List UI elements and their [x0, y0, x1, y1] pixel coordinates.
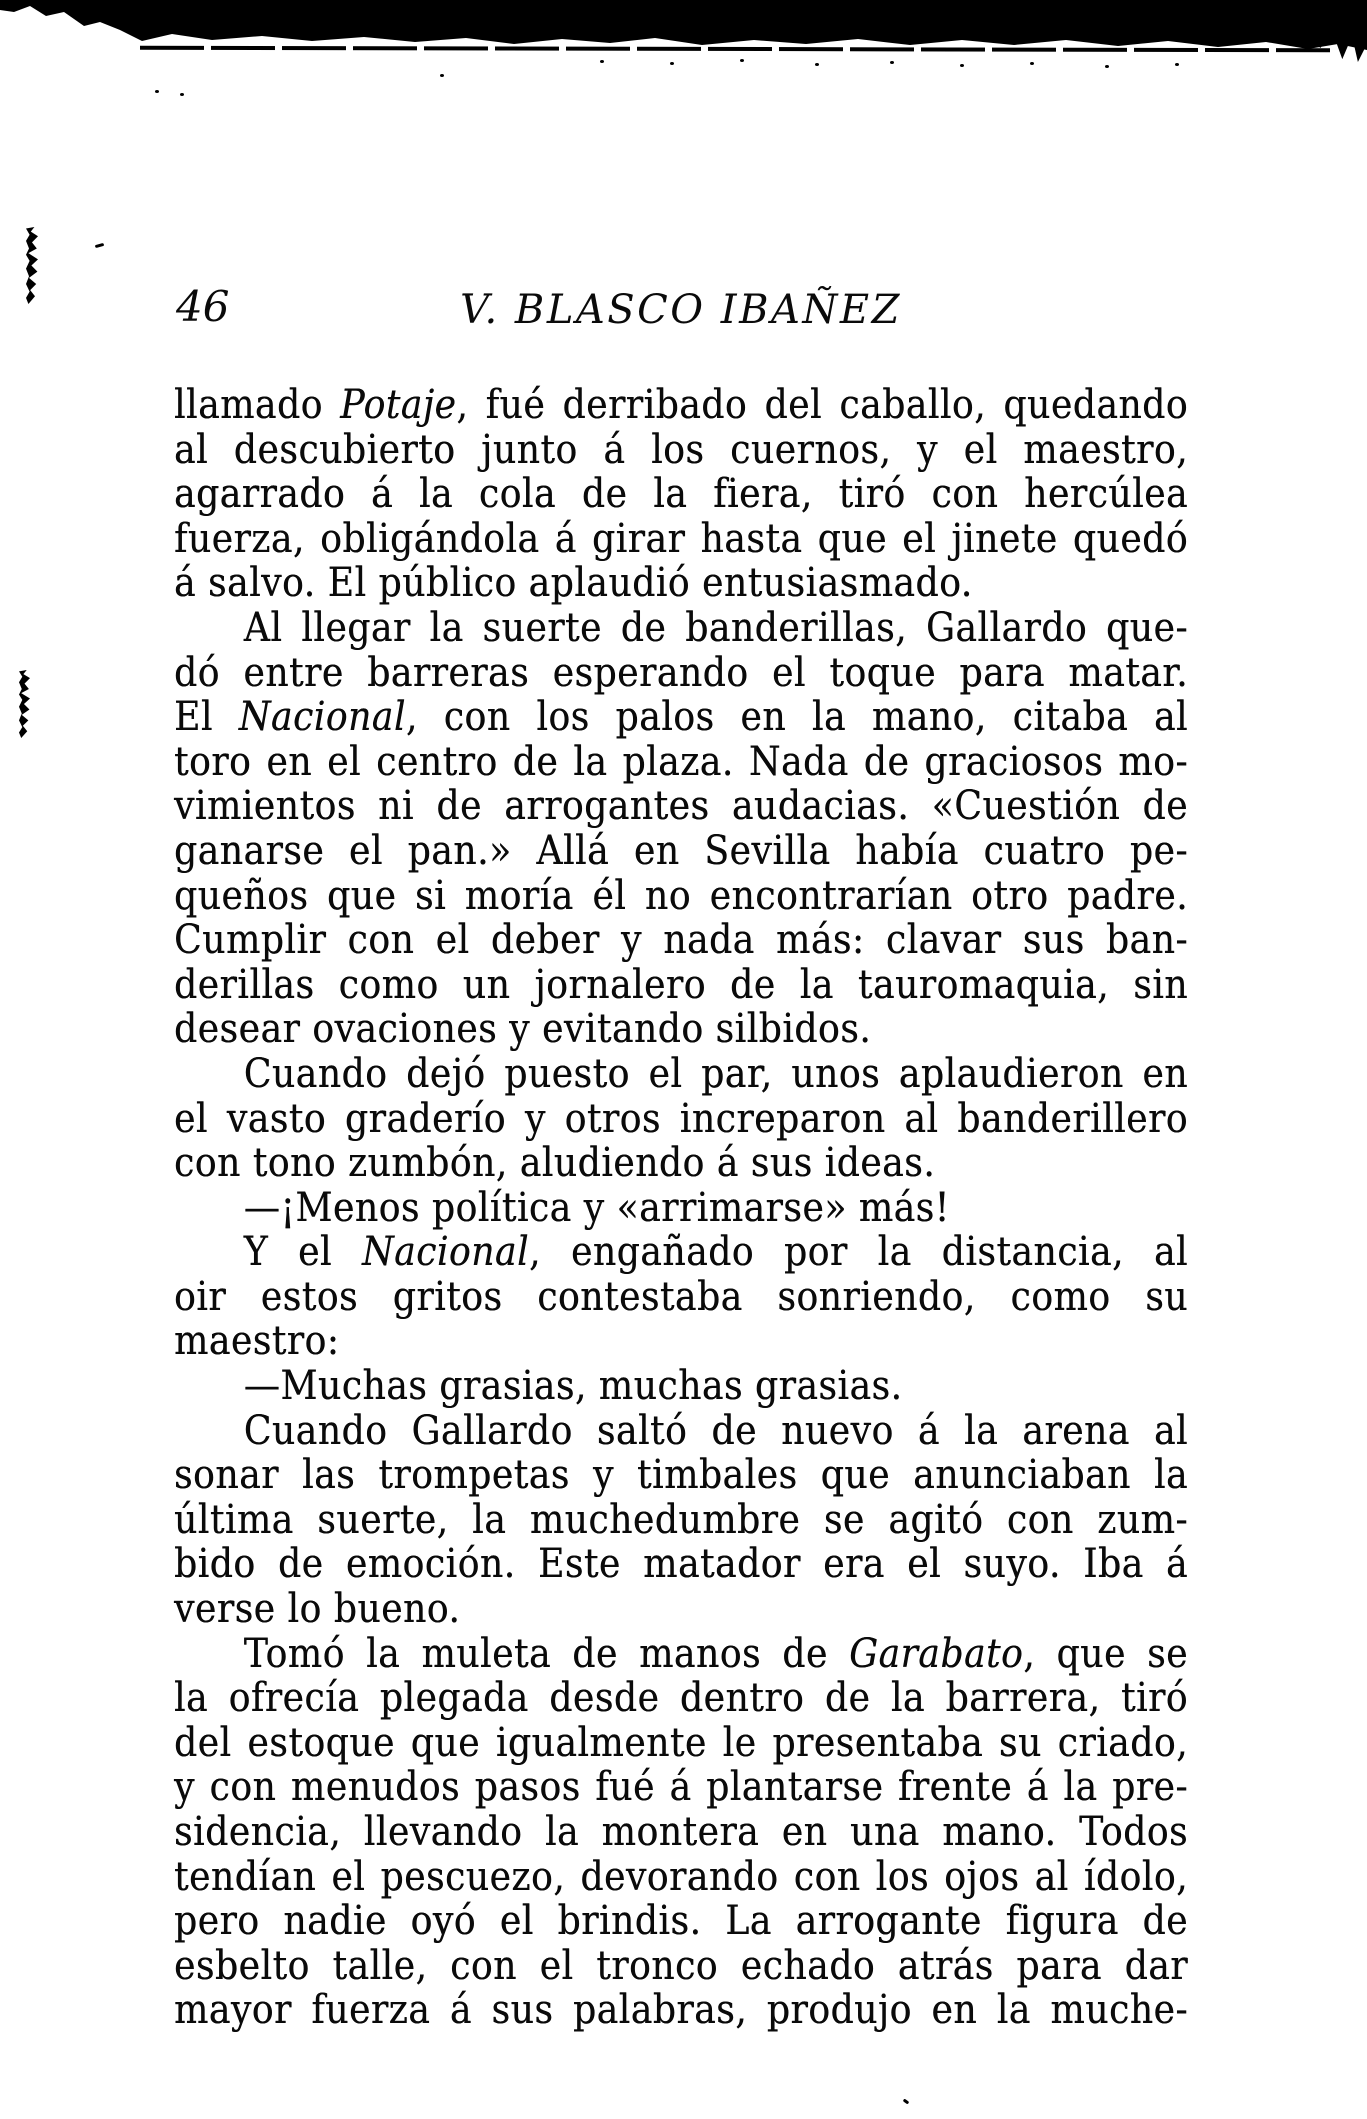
- text-segment: queños que si moría él no encontrarían otro padre.: [174, 872, 1189, 919]
- text-segment: Tomó la muleta de manos de: [243, 1630, 850, 1677]
- scan-artifact-dot: [903, 2099, 910, 2105]
- text-line: [174, 1899, 1188, 1944]
- scan-artifact-margin-mark: [26, 227, 38, 304]
- text-segment: agarrado á la cola de la fiera, tiró con hercúlea: [174, 471, 1189, 518]
- scan-artifact-dash: [95, 243, 104, 248]
- text-line: [174, 1676, 1188, 1721]
- text-line: [174, 651, 1188, 696]
- text-line: [174, 1275, 1188, 1320]
- text-line: [174, 517, 1188, 562]
- italic-text-segment: Garabato: [849, 1630, 1024, 1677]
- text-segment: oir estos gritos contestaba sonriendo, como su: [174, 1273, 1189, 1320]
- text-line: [174, 606, 1188, 651]
- text-line: [174, 428, 1188, 473]
- text-segment: , engañado por la distancia, al: [529, 1229, 1189, 1276]
- text-segment: Al llegar la suerte de banderillas, Gallardo que-: [243, 604, 1189, 651]
- text-line: [174, 1542, 1188, 1587]
- running-title: V. BLASCO IBAÑEZ: [460, 287, 902, 333]
- text-line: [174, 1765, 1188, 1810]
- italic-text-segment: Nacional: [238, 694, 406, 741]
- text-line: [174, 383, 1188, 428]
- text-line: [174, 1944, 1188, 1989]
- text-line: [174, 695, 1188, 740]
- text-line: [174, 874, 1188, 919]
- text-line: [174, 1587, 1188, 1632]
- text-segment: al descubierto junto á los cuernos, y el maestro,: [174, 426, 1189, 473]
- text-segment: El: [174, 694, 239, 741]
- text-line: [174, 472, 1188, 517]
- text-segment: á salvo. El público aplaudió entusiasmado.: [174, 560, 973, 607]
- text-line: [174, 1632, 1188, 1677]
- text-segment: esbelto talle, con el tronco echado atrás para dar: [174, 1942, 1189, 1989]
- text-segment: el vasto graderío y otros increparon al banderillero: [174, 1095, 1189, 1142]
- text-segment: Cuando Gallardo saltó de nuevo á la arena al: [243, 1407, 1189, 1454]
- text-line: [174, 784, 1188, 829]
- scan-artifact-top-line: [140, 46, 1330, 52]
- text-segment: toro en el centro de la plaza. Nada de graciosos mo-: [174, 738, 1189, 785]
- text-line: [174, 1230, 1188, 1275]
- scan-artifact-speckles: [600, 60, 604, 63]
- text-line: [174, 1810, 1188, 1855]
- text-line: [174, 1097, 1188, 1142]
- text-line: [174, 918, 1188, 963]
- text-segment: , que se: [1023, 1630, 1189, 1677]
- page-number: 46: [176, 282, 230, 331]
- text-line: [174, 1007, 1188, 1052]
- italic-text-segment: Nacional: [361, 1229, 530, 1276]
- text-segment: bido de emoción. Este matador era el suyo. Iba á: [174, 1541, 1189, 1588]
- text-line: [174, 1364, 1188, 1409]
- text-segment: pero nadie oyó el brindis. La arrogante figura de: [174, 1898, 1189, 1945]
- scan-artifact-margin-mark: [19, 670, 30, 738]
- text-line: [174, 1855, 1188, 1900]
- text-line: [174, 561, 1188, 606]
- text-segment: la ofrecía plegada desde dentro de la barrera, tiró: [174, 1675, 1189, 1722]
- text-segment: del estoque que igualmente le presentaba su criado,: [174, 1719, 1189, 1766]
- text-segment: , con los palos en la mano, citaba al: [405, 694, 1189, 741]
- text-line: [174, 740, 1188, 785]
- text-segment: Y el: [243, 1229, 362, 1276]
- text-segment: tendían el pescuezo, devorando con los ojos al ídolo,: [174, 1853, 1189, 1900]
- text-segment: sidencia, llevando la montera en una mano. Todos: [174, 1809, 1189, 1855]
- text-line: [174, 1988, 1188, 2033]
- text-segment: última suerte, la muchedumbre se agitó con zum-: [174, 1496, 1189, 1543]
- text-line: [174, 1721, 1188, 1766]
- text-segment: ganarse el pan.» Allá en Sevilla había cuatro pe-: [174, 827, 1189, 874]
- text-segment: —Muchas grasias, muchas grasias.: [243, 1363, 903, 1410]
- text-segment: desear ovaciones y evitando silbidos.: [174, 1006, 872, 1053]
- text-line: [174, 1409, 1188, 1454]
- text-line: [174, 1319, 1188, 1364]
- text-segment: mayor fuerza á sus palabras, produjo en la muche-: [174, 1987, 1189, 2034]
- text-line: [174, 1186, 1188, 1231]
- text-segment: —¡Menos política y «arrimarse» más!: [243, 1184, 950, 1231]
- text-line: [174, 1453, 1188, 1498]
- text-line: [174, 1498, 1188, 1543]
- text-segment: fuerza, obligándola á girar hasta que el jinete quedó: [174, 515, 1189, 562]
- text-segment: llamado: [174, 382, 341, 428]
- text-segment: Cumplir con el deber y nada más: clavar sus ban-: [174, 917, 1189, 964]
- text-segment: sonar las trompetas y timbales que anunciaban la: [174, 1452, 1189, 1499]
- italic-text-segment: Potaje: [340, 382, 457, 428]
- text-segment: y con menudos pasos fué á plantarse frente á la pre-: [174, 1764, 1189, 1811]
- text-segment: vimientos ni de arrogantes audacias. «Cuestión de: [174, 783, 1189, 830]
- text-line: [174, 1052, 1188, 1097]
- text-segment: maestro:: [174, 1318, 340, 1365]
- text-block: [174, 383, 1188, 2033]
- text-segment: derillas como un jornalero de la tauromaquia, sin: [174, 961, 1189, 1008]
- text-segment: dó entre barreras esperando el toque para matar.: [174, 649, 1189, 696]
- text-line: [174, 829, 1188, 874]
- text-segment: Cuando dejó puesto el par, unos aplaudieron en: [243, 1050, 1189, 1097]
- text-line: [174, 1141, 1188, 1186]
- text-segment: con tono zumbón, aludiendo á sus ideas.: [174, 1140, 936, 1187]
- text-segment: verse lo bueno.: [174, 1586, 461, 1633]
- text-line: [174, 963, 1188, 1008]
- text-segment: , fué derribado del caballo, quedando: [456, 382, 1189, 428]
